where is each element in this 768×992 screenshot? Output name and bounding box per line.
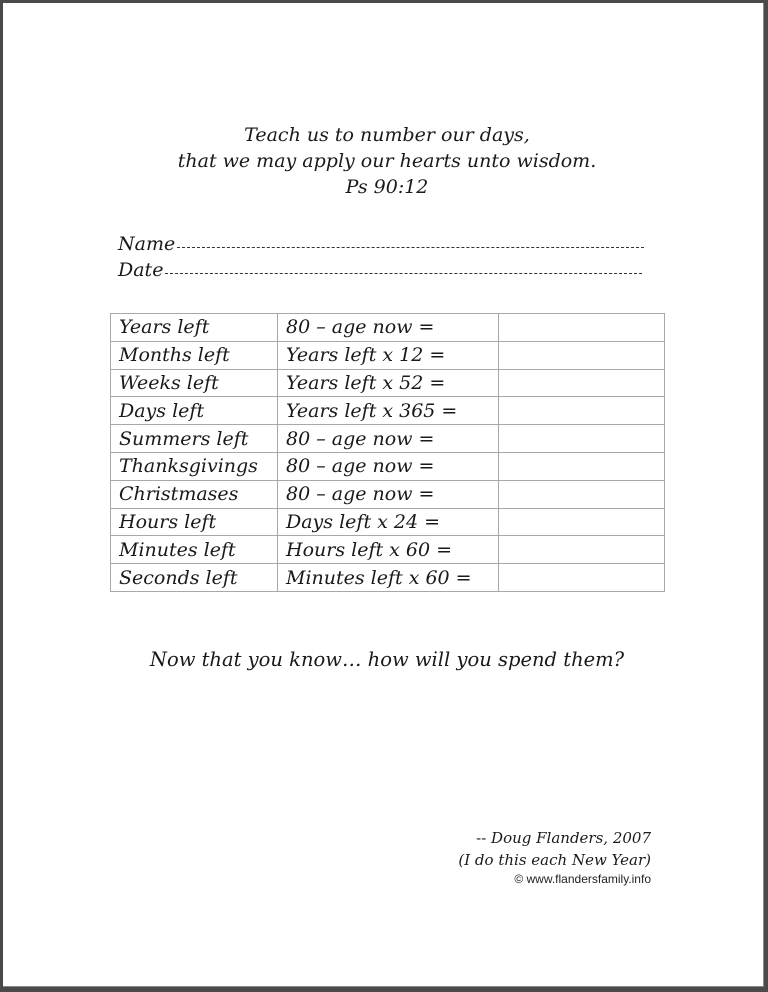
row-label: Days left — [111, 397, 278, 425]
table-row — [111, 314, 665, 342]
row-label: Seconds left — [111, 564, 278, 592]
table-row — [111, 341, 665, 369]
row-formula: Hours left x 60 = — [278, 536, 499, 564]
answer-cell[interactable] — [499, 341, 665, 369]
row-label: Months left — [111, 341, 278, 369]
row-label: Thanksgivings — [111, 452, 278, 480]
date-label: Date — [118, 259, 164, 281]
row-label: Weeks left — [111, 369, 278, 397]
answer-cell[interactable] — [499, 480, 665, 508]
answer-cell[interactable] — [499, 314, 665, 342]
row-formula: Years left x 52 = — [278, 369, 499, 397]
row-label: Years left — [111, 314, 278, 342]
row-label: Christmases — [111, 480, 278, 508]
date-field[interactable] — [118, 257, 644, 283]
name-field[interactable] — [118, 231, 644, 257]
table-row — [111, 564, 665, 592]
author-note: (I do this each New Year) — [458, 851, 651, 869]
reflection-question: Now that you know… how will you spend them? — [149, 648, 625, 671]
row-formula: 80 – age now = — [278, 314, 499, 342]
row-label: Summers left — [111, 425, 278, 453]
verse-line-2: that we may apply our hearts unto wisdom. — [177, 150, 597, 172]
date-blank-line[interactable] — [165, 272, 642, 274]
name-label: Name — [118, 233, 176, 255]
name-date-fields — [118, 231, 644, 283]
row-formula: Years left x 365 = — [278, 397, 499, 425]
row-label: Minutes left — [111, 536, 278, 564]
table-row — [111, 480, 665, 508]
row-formula: 80 – age now = — [278, 452, 499, 480]
credit-block — [458, 827, 651, 887]
row-formula: Days left x 24 = — [278, 508, 499, 536]
table-row — [111, 508, 665, 536]
row-formula: 80 – age now = — [278, 425, 499, 453]
row-formula: 80 – age now = — [278, 480, 499, 508]
answer-cell[interactable] — [499, 425, 665, 453]
row-formula: Minutes left x 60 = — [278, 564, 499, 592]
answer-cell[interactable] — [499, 369, 665, 397]
answer-cell[interactable] — [499, 508, 665, 536]
copyright-line: © www.flandersfamily.info — [514, 872, 651, 886]
worksheet-page — [3, 3, 764, 987]
answer-cell[interactable] — [499, 536, 665, 564]
row-label: Hours left — [111, 508, 278, 536]
table-row — [111, 452, 665, 480]
table-row — [111, 397, 665, 425]
table-row — [111, 536, 665, 564]
countdown-table — [110, 313, 665, 592]
name-blank-line[interactable] — [177, 246, 644, 248]
row-formula: Years left x 12 = — [278, 341, 499, 369]
answer-cell[interactable] — [499, 397, 665, 425]
answer-cell[interactable] — [499, 452, 665, 480]
table-row — [111, 425, 665, 453]
author-line: -- Doug Flanders, 2007 — [476, 829, 651, 847]
table-row — [111, 369, 665, 397]
scripture-verse — [3, 122, 768, 200]
verse-reference: Ps 90:12 — [345, 176, 429, 198]
answer-cell[interactable] — [499, 564, 665, 592]
verse-line-1: Teach us to number our days, — [244, 124, 530, 146]
